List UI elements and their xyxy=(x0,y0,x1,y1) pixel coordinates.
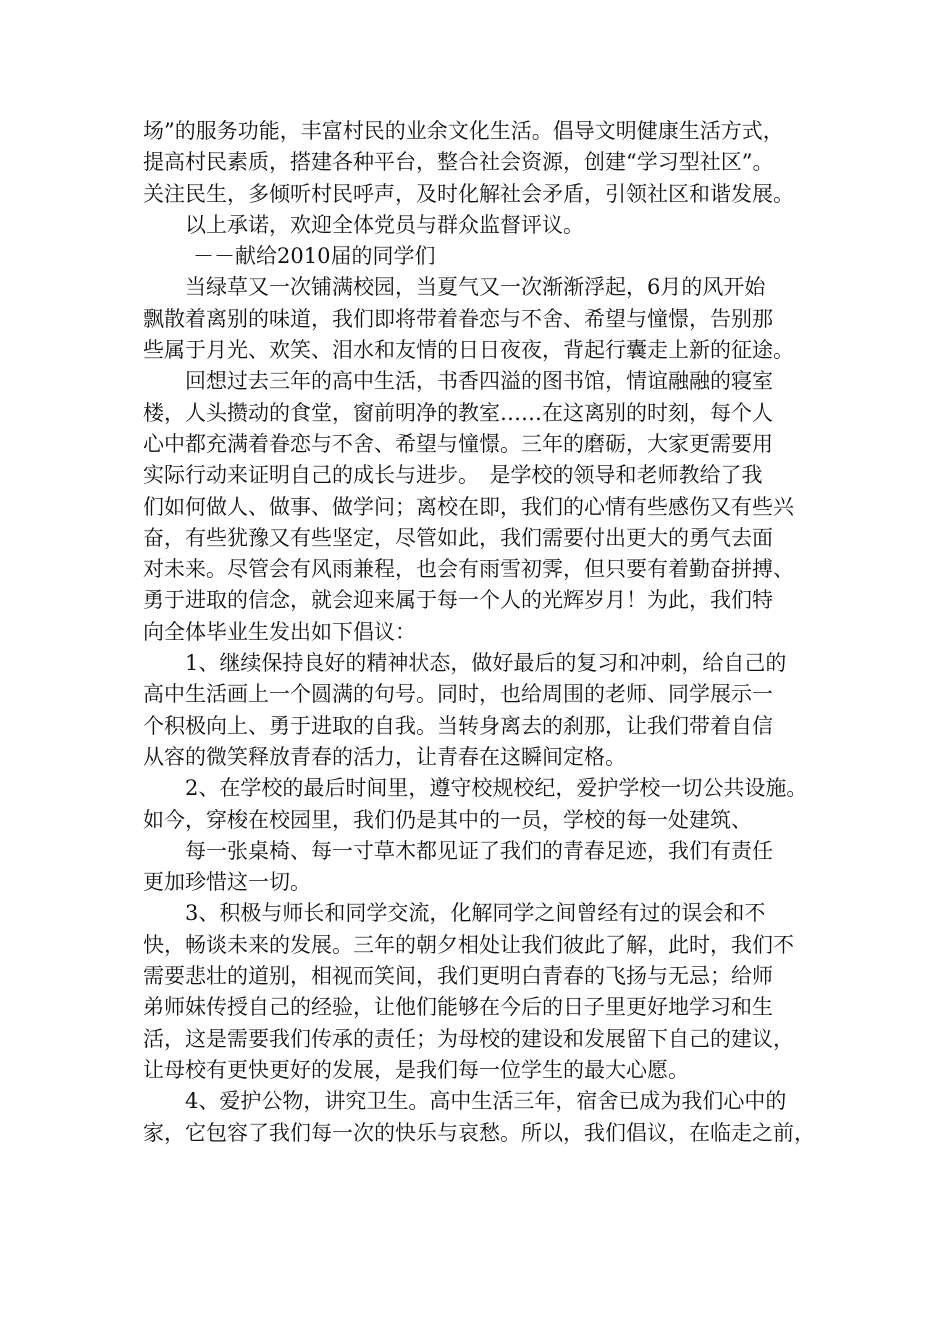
text-line: 楼，人头攒动的食堂，窗前明净的教室……在这离别的时刻，每个人 xyxy=(143,400,773,425)
dedication-line: －－献给2010届的同学们 xyxy=(193,244,436,269)
text-line: 回想过去三年的高中生活，书香四溢的图书馆，情谊融融的寝室 xyxy=(185,369,773,394)
text-line: 勇于进取的信念，就会迎来属于每一个人的光辉岁月！为此，我们特 xyxy=(143,588,773,613)
text-line: 心中都充满着眷恋与不舍、希望与憧憬。三年的磨砺，大家更需要用 xyxy=(143,431,773,456)
text-line: 场”的服务功能，丰富村民的业余文化生活。倡导文明健康生活方式， xyxy=(143,119,784,143)
text-line: 活，这是需要我们传承的责任；为母校的建设和发展留下自己的建议， xyxy=(143,1026,794,1051)
text-line: 家，它包容了我们每一次的快乐与哀愁。所以，我们倡议，在临走之前， xyxy=(143,1120,815,1145)
text-line: 向全体毕业生发出如下倡议： xyxy=(143,619,416,644)
text-line: 弟师妹传授自己的经验，让他们能够在今后的日子里更好地学习和生 xyxy=(143,995,773,1020)
text-line: 更加珍惜这一切。 xyxy=(143,870,311,895)
text-line: 个积极向上、勇于进取的自我。当转身离去的刹那，让我们带着自信 xyxy=(143,713,773,738)
text-line: 飘散着离别的味道，我们即将带着眷恋与不舍、希望与憧憬，告别那 xyxy=(143,306,773,331)
text-line: 们如何做人、做事、做学问；离校在即，我们的心情有些感伤又有些兴 xyxy=(143,494,794,519)
text-line: 2、在学校的最后时间里，遵守校规校纪，爱护学校一切公共设施。 xyxy=(185,776,808,801)
text-line: 当绿草又一次铺满校园，当夏气又一次渐渐浮起，6月的风开始 xyxy=(185,275,766,300)
text-line: 些属于月光、欢笑、泪水和友情的日日夜夜，背起行囊走上新的征途。 xyxy=(143,338,794,363)
text-line: 奋，有些犹豫又有些坚定，尽管如此，我们需要付出更大的勇气去面 xyxy=(143,525,773,550)
text-line: 从容的微笑释放青春的活力，让青春在这瞬间定格。 xyxy=(143,744,626,769)
text-line: 实际行动来证明自己的成长与进步。 是学校的领导和老师教给了我 xyxy=(143,463,763,488)
text-line: 以上承诺，欢迎全体党员与群众监督评议。 xyxy=(185,212,584,237)
text-line: 4、爱护公物，讲究卫生。高中生活三年，宿舍已成为我们心中的 xyxy=(185,1089,787,1114)
text-line: 对未来。尽管会有风雨兼程，也会有雨雪初霁，但只要有着勤奋拼搏、 xyxy=(143,557,794,582)
text-line: 提高村民素质，搭建各种平台，整合社会资源，创建“学习型社区”。 xyxy=(143,150,774,175)
text-line: 高中生活画上一个圆满的句号。同时，也给周围的老师、同学展示一 xyxy=(143,682,773,707)
text-line: 3、积极与师长和同学交流，化解同学之间曾经有过的误会和不 xyxy=(185,901,766,926)
text-line: 需要悲壮的道别，相视而笑间，我们更明白青春的飞扬与无忌；给师 xyxy=(143,964,773,989)
text-line: 关注民生，多倾听村民呼声，及时化解社会矛盾，引领社区和谐发展。 xyxy=(143,181,794,206)
body-text xyxy=(143,116,833,1149)
text-line: 让母校有更快更好的发展，是我们每一位学生的最大心愿。 xyxy=(143,1057,689,1082)
text-line: 快，畅谈未来的发展。三年的朝夕相处让我们彼此了解，此时，我们不 xyxy=(143,932,794,957)
text-line: 每一张桌椅、每一寸草木都见证了我们的青春足迹，我们有责任 xyxy=(185,838,773,863)
text-line: 如今，穿梭在校园里，我们仍是其中的一员，学校的每一处建筑、 xyxy=(143,807,752,832)
text-line: 1、继续保持良好的精神状态，做好最后的复习和冲刺，给自己的 xyxy=(185,651,787,676)
